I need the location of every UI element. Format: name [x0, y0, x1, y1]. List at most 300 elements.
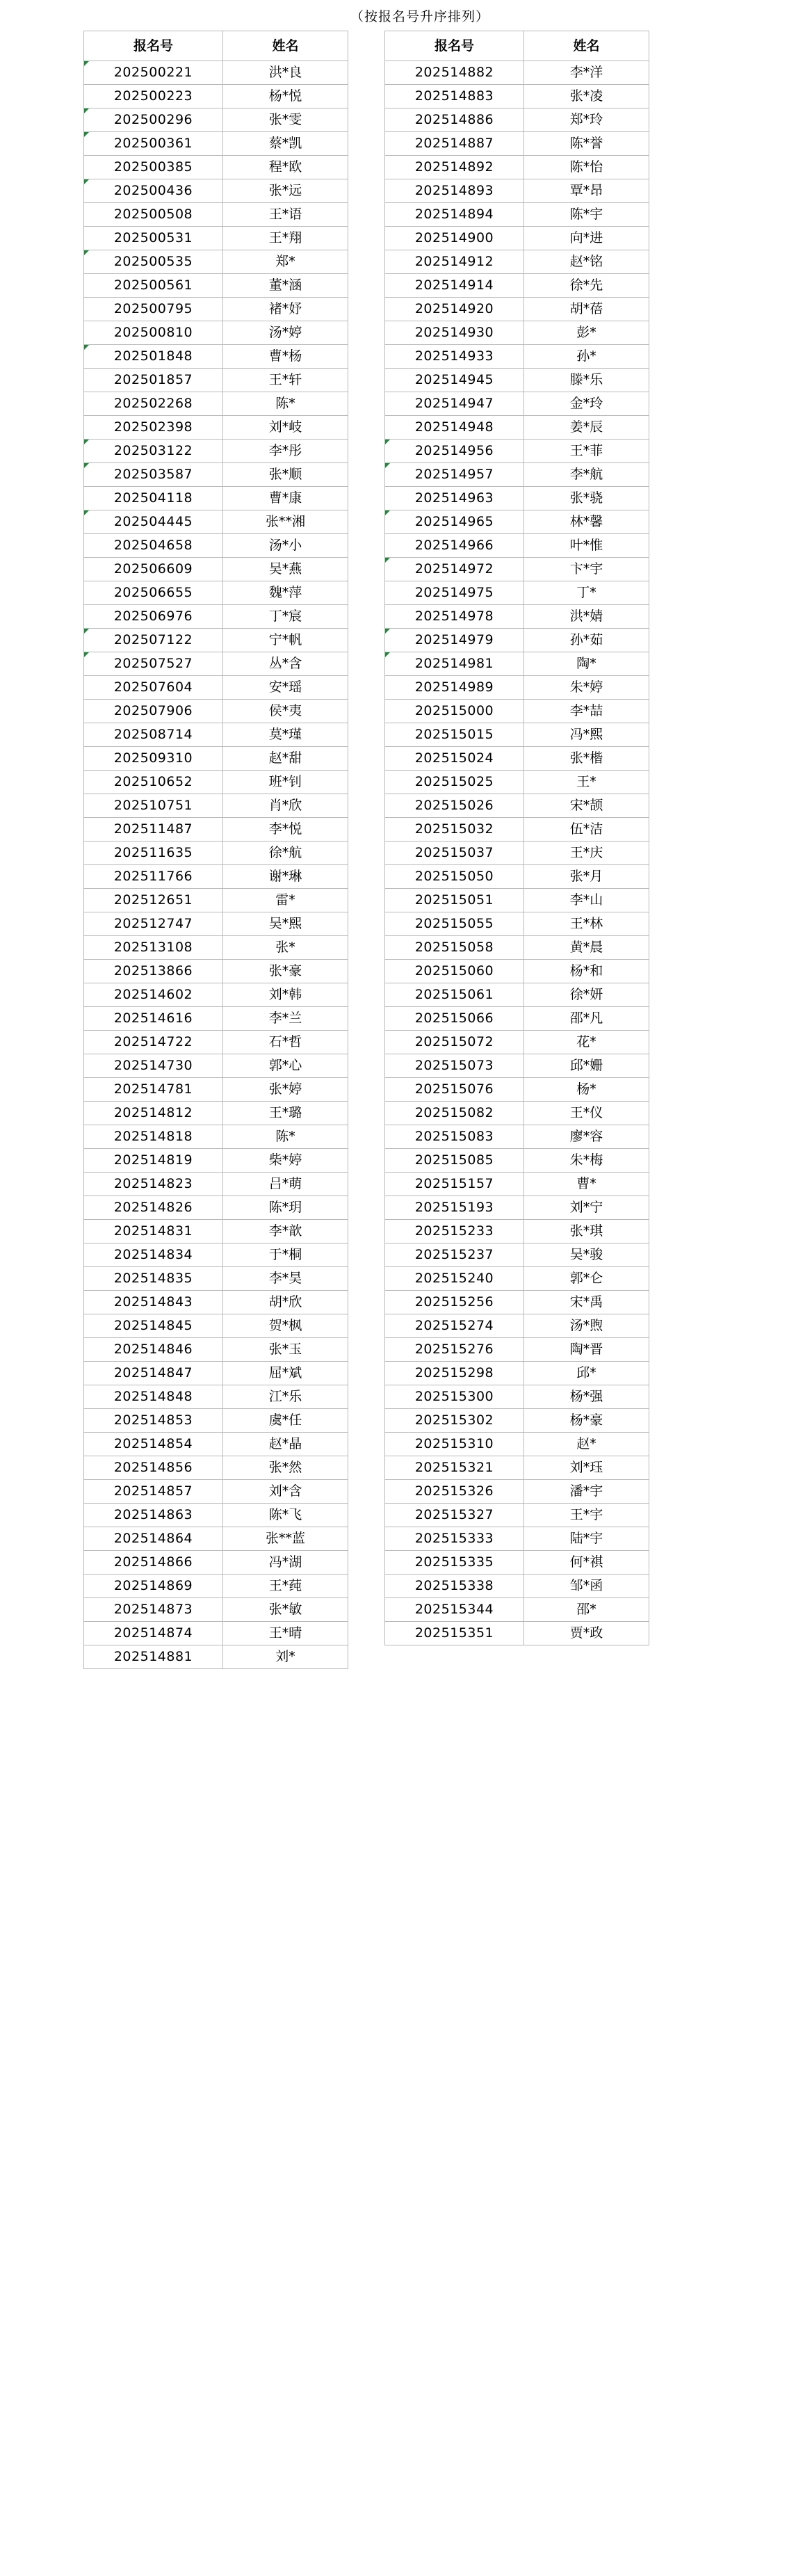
cell-name: 邱*姗 — [524, 1054, 649, 1078]
cell-registration-number: 202514847 — [84, 1362, 223, 1385]
table-row — [385, 1243, 649, 1267]
cell-name: 何*祺 — [524, 1551, 649, 1575]
table-row — [385, 700, 649, 723]
cell-name: 向*进 — [524, 227, 649, 250]
cell-name: 曹*康 — [223, 487, 348, 510]
right-table-body — [385, 61, 649, 1645]
cell-name: 郭*心 — [223, 1054, 348, 1078]
table-row — [84, 1267, 348, 1291]
cell-name: 李*彤 — [223, 440, 348, 463]
table-row — [84, 771, 348, 794]
table-row — [84, 250, 348, 274]
cell-registration-number: 202506655 — [84, 581, 223, 605]
table-row — [84, 1456, 348, 1480]
cell-name: 陈* — [223, 392, 348, 416]
cell-registration-number: 202514864 — [84, 1527, 223, 1551]
cell-registration-number: 202500221 — [84, 61, 223, 85]
cell-registration-number: 202508714 — [84, 723, 223, 747]
cell-name: 张*楷 — [524, 747, 649, 771]
cell-name: 洪*婧 — [524, 605, 649, 629]
cell-name: 陈* — [223, 1125, 348, 1149]
cell-registration-number: 202515300 — [385, 1385, 524, 1409]
table-row — [385, 912, 649, 936]
table-row — [385, 983, 649, 1007]
table-row — [84, 1220, 348, 1243]
cell-registration-number: 202514930 — [385, 321, 524, 345]
table-row — [84, 629, 348, 652]
table-row — [385, 818, 649, 842]
cell-name: 陈*玥 — [223, 1196, 348, 1220]
cell-registration-number: 202502268 — [84, 392, 223, 416]
cell-name: 虞*任 — [223, 1409, 348, 1433]
cell-name: 邵* — [524, 1598, 649, 1622]
cell-name: 赵* — [524, 1433, 649, 1456]
cell-name: 郑*玲 — [524, 108, 649, 132]
cell-name: 吴*熙 — [223, 912, 348, 936]
cell-registration-number: 202501848 — [84, 345, 223, 369]
cell-name: 刘*韩 — [223, 983, 348, 1007]
cell-name: 王*林 — [524, 912, 649, 936]
cell-registration-number: 202515050 — [385, 865, 524, 889]
table-row — [84, 983, 348, 1007]
cell-registration-number: 202515083 — [385, 1125, 524, 1149]
cell-name: 贾*政 — [524, 1622, 649, 1645]
table-header-row — [84, 31, 348, 61]
cell-registration-number: 202514835 — [84, 1267, 223, 1291]
cell-name: 李*洋 — [524, 61, 649, 85]
table-row — [84, 1291, 348, 1314]
cell-registration-number: 202515037 — [385, 842, 524, 865]
table-row — [84, 1480, 348, 1504]
header-name: 姓名 — [223, 31, 348, 61]
table-row — [385, 1338, 649, 1362]
cell-registration-number: 202506609 — [84, 558, 223, 581]
cell-registration-number: 202514843 — [84, 1291, 223, 1314]
cell-name: 陈*誉 — [524, 132, 649, 156]
cell-name: 安*瑶 — [223, 676, 348, 700]
cell-registration-number: 202514602 — [84, 983, 223, 1007]
table-row — [385, 250, 649, 274]
cell-registration-number: 202514845 — [84, 1314, 223, 1338]
cell-registration-number: 202515276 — [385, 1338, 524, 1362]
cell-name: 冯*湖 — [223, 1551, 348, 1575]
table-row — [385, 1598, 649, 1622]
cell-name: 郑* — [223, 250, 348, 274]
cell-registration-number: 202511766 — [84, 865, 223, 889]
cell-name: 徐*航 — [223, 842, 348, 865]
cell-registration-number: 202514981 — [385, 652, 524, 676]
cell-registration-number: 202514948 — [385, 416, 524, 440]
table-row — [84, 912, 348, 936]
table-row — [385, 1385, 649, 1409]
cell-name: 朱*婷 — [524, 676, 649, 700]
table-row — [84, 1575, 348, 1598]
cell-name: 朱*梅 — [524, 1149, 649, 1173]
table-row — [385, 487, 649, 510]
cell-name: 刘*宁 — [524, 1196, 649, 1220]
cell-name: 彭* — [524, 321, 649, 345]
table-row — [84, 369, 348, 392]
cell-name: 刘*岐 — [223, 416, 348, 440]
cell-registration-number: 202514730 — [84, 1054, 223, 1078]
cell-name: 王*轩 — [223, 369, 348, 392]
table-row — [385, 1125, 649, 1149]
cell-name: 张*玉 — [223, 1338, 348, 1362]
table-row — [385, 1551, 649, 1575]
cell-name: 王*仪 — [524, 1102, 649, 1125]
cell-name: 郭*仑 — [524, 1267, 649, 1291]
table-row — [84, 463, 348, 487]
table-row — [84, 1196, 348, 1220]
cell-name: 杨* — [524, 1078, 649, 1102]
cell-registration-number: 202514900 — [385, 227, 524, 250]
cell-name: 邹*函 — [524, 1575, 649, 1598]
left-roster-table — [83, 31, 348, 1669]
cell-registration-number: 202514989 — [385, 676, 524, 700]
cell-registration-number: 202515338 — [385, 1575, 524, 1598]
cell-name: 覃*昂 — [524, 179, 649, 203]
cell-name: 邵*凡 — [524, 1007, 649, 1031]
table-row — [84, 534, 348, 558]
cell-name: 王*语 — [223, 203, 348, 227]
cell-name: 吴*骏 — [524, 1243, 649, 1267]
cell-registration-number: 202515274 — [385, 1314, 524, 1338]
cell-name: 丛*含 — [223, 652, 348, 676]
cell-name: 滕*乐 — [524, 369, 649, 392]
cell-name: 陈*宇 — [524, 203, 649, 227]
right-table-head — [385, 31, 649, 61]
cell-name: 屈*斌 — [223, 1362, 348, 1385]
cell-name: 花* — [524, 1031, 649, 1054]
cell-registration-number: 202512651 — [84, 889, 223, 912]
table-row — [385, 156, 649, 179]
table-row — [84, 274, 348, 298]
cell-name: 张*琪 — [524, 1220, 649, 1243]
cell-registration-number: 202501857 — [84, 369, 223, 392]
cell-registration-number: 202515310 — [385, 1433, 524, 1456]
cell-registration-number: 202515015 — [385, 723, 524, 747]
cell-registration-number: 202515000 — [385, 700, 524, 723]
table-row — [385, 629, 649, 652]
cell-name: 陶*晋 — [524, 1338, 649, 1362]
table-row — [385, 960, 649, 983]
table-row — [385, 1031, 649, 1054]
cell-registration-number: 202514975 — [385, 581, 524, 605]
table-row — [84, 1102, 348, 1125]
table-row — [84, 203, 348, 227]
table-row — [385, 274, 649, 298]
cell-registration-number: 202512747 — [84, 912, 223, 936]
cell-registration-number: 202500810 — [84, 321, 223, 345]
cell-registration-number: 202515032 — [385, 818, 524, 842]
table-row — [385, 440, 649, 463]
cell-registration-number: 202514972 — [385, 558, 524, 581]
table-row — [385, 108, 649, 132]
table-row — [385, 1007, 649, 1031]
table-row — [84, 581, 348, 605]
table-row — [385, 298, 649, 321]
table-row — [84, 1362, 348, 1385]
table-row — [84, 179, 348, 203]
cell-name: 王*庆 — [524, 842, 649, 865]
cell-registration-number: 202515055 — [385, 912, 524, 936]
table-row — [84, 1645, 348, 1669]
table-row — [385, 416, 649, 440]
table-row — [84, 108, 348, 132]
cell-registration-number: 202510751 — [84, 794, 223, 818]
table-row — [84, 321, 348, 345]
cell-name: 杨*悦 — [223, 85, 348, 108]
cell-registration-number: 202510652 — [84, 771, 223, 794]
cell-name: 张*雯 — [223, 108, 348, 132]
cell-registration-number: 202514947 — [385, 392, 524, 416]
table-row — [385, 369, 649, 392]
table-row — [84, 440, 348, 463]
cell-name: 侯*夷 — [223, 700, 348, 723]
table-row — [84, 298, 348, 321]
cell-registration-number: 202514857 — [84, 1480, 223, 1504]
cell-name: 孙* — [524, 345, 649, 369]
table-row — [385, 1291, 649, 1314]
cell-name: 李*兰 — [223, 1007, 348, 1031]
cell-name: 于*桐 — [223, 1243, 348, 1267]
table-row — [84, 227, 348, 250]
cell-registration-number: 202514887 — [385, 132, 524, 156]
cell-registration-number: 202514866 — [84, 1551, 223, 1575]
cell-name: 李*昊 — [223, 1267, 348, 1291]
cell-name: 杨*强 — [524, 1385, 649, 1409]
cell-registration-number: 202514834 — [84, 1243, 223, 1267]
cell-name: 陆*宇 — [524, 1527, 649, 1551]
cell-name: 宋*禹 — [524, 1291, 649, 1314]
cell-name: 李*航 — [524, 463, 649, 487]
cell-registration-number: 202502398 — [84, 416, 223, 440]
cell-registration-number: 202511635 — [84, 842, 223, 865]
table-row — [84, 1078, 348, 1102]
cell-registration-number: 202500508 — [84, 203, 223, 227]
table-row — [84, 842, 348, 865]
table-row — [84, 61, 348, 85]
cell-name: 张*远 — [223, 179, 348, 203]
cell-registration-number: 202514945 — [385, 369, 524, 392]
cell-name: 丁*宸 — [223, 605, 348, 629]
table-row — [84, 960, 348, 983]
table-row — [84, 1504, 348, 1527]
tables-container — [0, 31, 812, 1669]
cell-registration-number: 202513108 — [84, 936, 223, 960]
table-row — [84, 747, 348, 771]
table-row — [385, 1622, 649, 1645]
cell-name: 石*哲 — [223, 1031, 348, 1054]
cell-name: 谢*琳 — [223, 865, 348, 889]
table-header-row — [385, 31, 649, 61]
table-row — [385, 227, 649, 250]
cell-name: 曹* — [524, 1173, 649, 1196]
cell-name: 董*涵 — [223, 274, 348, 298]
cell-registration-number: 202514933 — [385, 345, 524, 369]
cell-registration-number: 202514920 — [385, 298, 524, 321]
table-row — [385, 1433, 649, 1456]
cell-registration-number: 202500223 — [84, 85, 223, 108]
cell-registration-number: 202515335 — [385, 1551, 524, 1575]
cell-registration-number: 202514881 — [84, 1645, 223, 1669]
cell-registration-number: 202515302 — [385, 1409, 524, 1433]
table-row — [84, 1598, 348, 1622]
cell-registration-number: 202515333 — [385, 1527, 524, 1551]
cell-registration-number: 202514966 — [385, 534, 524, 558]
table-row — [84, 558, 348, 581]
table-row — [385, 771, 649, 794]
cell-registration-number: 202514956 — [385, 440, 524, 463]
table-row — [385, 1267, 649, 1291]
cell-name: 黄*晨 — [524, 936, 649, 960]
cell-registration-number: 202514883 — [385, 85, 524, 108]
cell-registration-number: 202514893 — [385, 179, 524, 203]
cell-registration-number: 202515076 — [385, 1078, 524, 1102]
cell-name: 张*敏 — [223, 1598, 348, 1622]
table-row — [385, 1078, 649, 1102]
cell-registration-number: 202515085 — [385, 1149, 524, 1173]
cell-registration-number: 202515298 — [385, 1362, 524, 1385]
cell-name: 徐*先 — [524, 274, 649, 298]
cell-name: 陶* — [524, 652, 649, 676]
table-row — [84, 1007, 348, 1031]
cell-registration-number: 202507527 — [84, 652, 223, 676]
cell-registration-number: 202514912 — [385, 250, 524, 274]
table-row — [84, 510, 348, 534]
table-row — [84, 392, 348, 416]
table-row — [385, 1362, 649, 1385]
table-row — [385, 85, 649, 108]
table-row — [385, 1409, 649, 1433]
cell-name: 胡*蓓 — [524, 298, 649, 321]
cell-name: 张*月 — [524, 865, 649, 889]
table-row — [385, 652, 649, 676]
cell-name: 柴*婷 — [223, 1149, 348, 1173]
cell-registration-number: 202514963 — [385, 487, 524, 510]
cell-registration-number: 202504658 — [84, 534, 223, 558]
cell-name: 洪*良 — [223, 61, 348, 85]
table-row — [84, 652, 348, 676]
left-table-head — [84, 31, 348, 61]
cell-name: 王*翔 — [223, 227, 348, 250]
right-roster-table — [384, 31, 649, 1645]
cell-name: 程*欧 — [223, 156, 348, 179]
cell-name: 姜*辰 — [524, 416, 649, 440]
cell-name: 伍*洁 — [524, 818, 649, 842]
cell-registration-number: 202500436 — [84, 179, 223, 203]
cell-name: 丁* — [524, 581, 649, 605]
cell-registration-number: 202515024 — [385, 747, 524, 771]
cell-name: 李*悦 — [223, 818, 348, 842]
page-title: （按报名号升序排列） — [350, 8, 489, 24]
cell-registration-number: 202514914 — [385, 274, 524, 298]
cell-registration-number: 202500385 — [84, 156, 223, 179]
table-row — [385, 132, 649, 156]
table-row — [385, 534, 649, 558]
cell-name: 赵*甜 — [223, 747, 348, 771]
cell-registration-number: 202515240 — [385, 1267, 524, 1291]
cell-name: 雷* — [223, 889, 348, 912]
table-row — [84, 794, 348, 818]
cell-registration-number: 202514846 — [84, 1338, 223, 1362]
cell-name: 汤*婷 — [223, 321, 348, 345]
cell-name: 邱* — [524, 1362, 649, 1385]
cell-registration-number: 202503122 — [84, 440, 223, 463]
cell-registration-number: 202515321 — [385, 1456, 524, 1480]
table-row — [385, 1480, 649, 1504]
cell-registration-number: 202515060 — [385, 960, 524, 983]
cell-registration-number: 202515058 — [385, 936, 524, 960]
table-row — [385, 61, 649, 85]
table-row — [385, 1102, 649, 1125]
cell-registration-number: 202515157 — [385, 1173, 524, 1196]
cell-name: 褚*妤 — [223, 298, 348, 321]
cell-name: 卞*宇 — [524, 558, 649, 581]
cell-registration-number: 202513866 — [84, 960, 223, 983]
cell-registration-number: 202504118 — [84, 487, 223, 510]
cell-name: 张*骁 — [524, 487, 649, 510]
cell-name: 陈*怡 — [524, 156, 649, 179]
cell-registration-number: 202514869 — [84, 1575, 223, 1598]
table-row — [84, 1031, 348, 1054]
cell-name: 张*婷 — [223, 1078, 348, 1102]
table-row — [385, 558, 649, 581]
table-row — [385, 1149, 649, 1173]
table-row — [84, 345, 348, 369]
cell-name: 王*菲 — [524, 440, 649, 463]
table-row — [385, 936, 649, 960]
cell-registration-number: 202514722 — [84, 1031, 223, 1054]
table-row — [385, 747, 649, 771]
cell-registration-number: 202507604 — [84, 676, 223, 700]
cell-registration-number: 202514979 — [385, 629, 524, 652]
table-row — [84, 818, 348, 842]
table-row — [84, 1385, 348, 1409]
cell-registration-number: 202514848 — [84, 1385, 223, 1409]
cell-registration-number: 202514892 — [385, 156, 524, 179]
table-row — [84, 1054, 348, 1078]
table-row — [84, 416, 348, 440]
cell-registration-number: 202514781 — [84, 1078, 223, 1102]
cell-registration-number: 202515237 — [385, 1243, 524, 1267]
cell-registration-number: 202514863 — [84, 1504, 223, 1527]
cell-registration-number: 202507122 — [84, 629, 223, 652]
table-row — [84, 1149, 348, 1173]
cell-registration-number: 202515256 — [385, 1291, 524, 1314]
table-row — [385, 179, 649, 203]
table-row — [385, 345, 649, 369]
cell-registration-number: 202515025 — [385, 771, 524, 794]
cell-name: 江*乐 — [223, 1385, 348, 1409]
cell-registration-number: 202500561 — [84, 274, 223, 298]
cell-registration-number: 202500531 — [84, 227, 223, 250]
cell-registration-number: 202514882 — [385, 61, 524, 85]
cell-registration-number: 202507906 — [84, 700, 223, 723]
cell-registration-number: 202515026 — [385, 794, 524, 818]
cell-name: 胡*欣 — [223, 1291, 348, 1314]
table-row — [84, 889, 348, 912]
cell-registration-number: 202514854 — [84, 1433, 223, 1456]
cell-registration-number: 202503587 — [84, 463, 223, 487]
cell-name: 吴*燕 — [223, 558, 348, 581]
cell-name: 贺*枫 — [223, 1314, 348, 1338]
table-row — [84, 1527, 348, 1551]
cell-registration-number: 202504445 — [84, 510, 223, 534]
cell-name: 张*然 — [223, 1456, 348, 1480]
cell-registration-number: 202515061 — [385, 983, 524, 1007]
table-row — [84, 605, 348, 629]
